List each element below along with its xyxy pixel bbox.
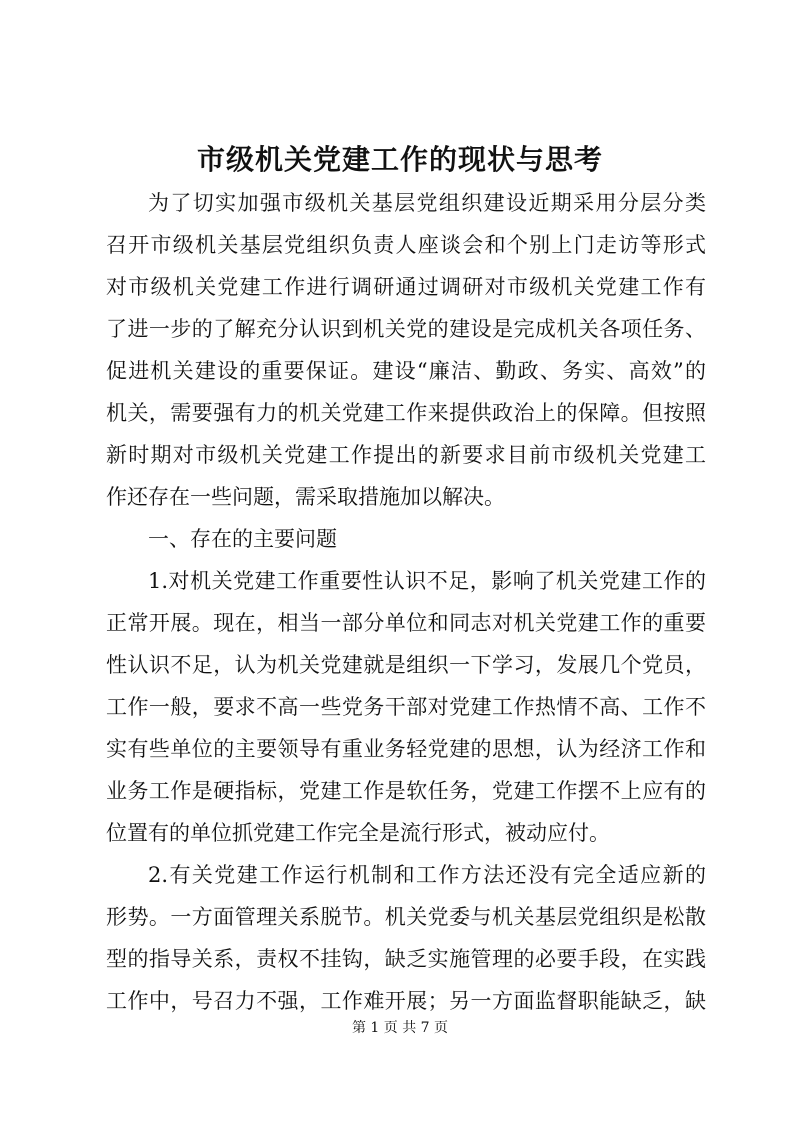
paragraph-line: 1.对机关党建工作重要性认识不足，影响了机关党建工作的 — [148, 569, 706, 593]
paragraph-line: 形势。一方面管理关系脱节。机关党委与机关基层党组织是松散 — [106, 905, 706, 929]
paragraph-line: 机关，需要强有力的机关党建工作来提供政治上的保障。但按照 — [106, 401, 706, 425]
paragraph-line: 2.有关党建工作运行机制和工作方法还没有完全适应新的 — [148, 863, 706, 887]
paragraph-line: 业务工作是硬指标，党建工作是软任务，党建工作摆不上应有的 — [106, 779, 706, 803]
paragraph-line: 对市级机关党建工作进行调研通过调研对市级机关党建工作有 — [106, 275, 706, 299]
paragraph-line: 型的指导关系，责权不挂钩，缺乏实施管理的必要手段，在实践 — [106, 947, 706, 971]
paragraph-line: 工作中，号召力不强，工作难开展；另一方面监督职能缺乏，缺 — [106, 989, 706, 1013]
paragraph-line: 了进一步的了解充分认识到机关党的建设是完成机关各项任务、 — [106, 317, 706, 341]
paragraph-line: 正常开展。现在，相当一部分单位和同志对机关党建工作的重要 — [106, 611, 706, 635]
document-title: 市级机关党建工作的现状与思考 — [196, 143, 603, 176]
page-number-footer: 第 1 页 共 7 页 — [351, 1020, 449, 1036]
paragraph-line: 性认识不足，认为机关党建就是组织一下学习，发展几个党员， — [106, 653, 706, 677]
paragraph-line: 促进机关建设的重要保证。建设“廉洁、勤政、务实、高效”的 — [106, 359, 706, 383]
paragraph-line: 新时期对市级机关党建工作提出的新要求目前市级机关党建工 — [106, 443, 706, 467]
paragraph-line: 工作一般，要求不高一些党务干部对党建工作热情不高、工作不 — [106, 695, 706, 719]
paragraph-line: 位置有的单位抓党建工作完全是流行形式，被动应付。 — [106, 821, 610, 845]
section-heading: 一、存在的主要问题 — [148, 527, 337, 551]
paragraph-line: 实有些单位的主要领导有重业务轻党建的思想，认为经济工作和 — [106, 737, 706, 761]
paragraph-line: 召开市级机关基层党组织负责人座谈会和个别上门走访等形式 — [106, 233, 706, 257]
paragraph-line: 作还存在一些问题，需采取措施加以解决。 — [106, 485, 505, 509]
paragraph-line: 为了切实加强市级机关基层党组织建设近期采用分层分类 — [148, 191, 706, 215]
